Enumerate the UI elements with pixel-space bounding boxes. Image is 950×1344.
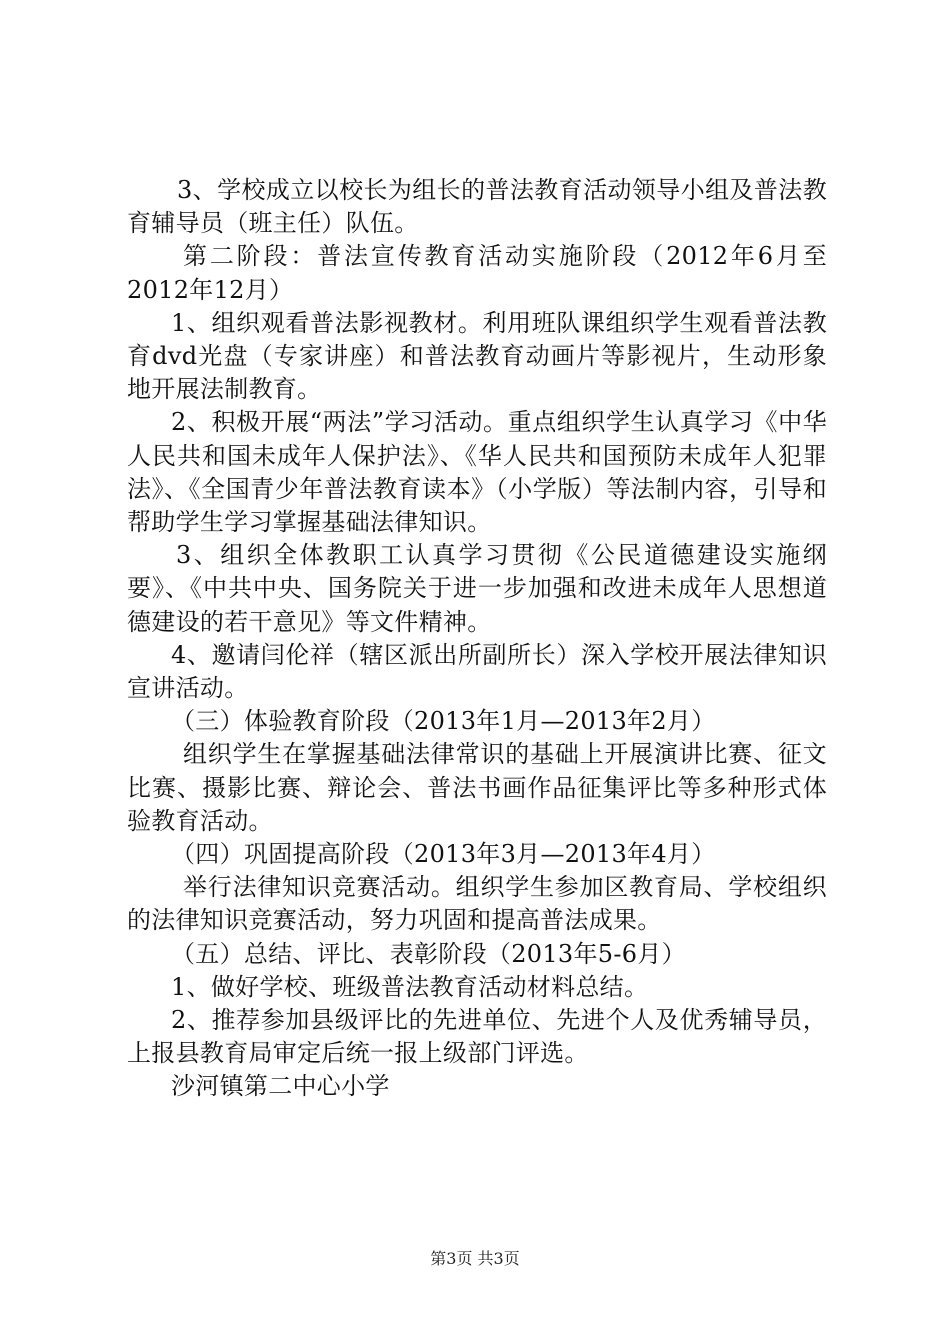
- paragraph-invite-lecture: 4、邀请闫伦祥（辖区派出所副所长）深入学校开展法律知识宣讲活动。: [127, 640, 827, 703]
- paragraph-stage-two-heading: 第二阶段：普法宣传教育活动实施阶段（2012年6月至2012年12月）: [127, 242, 827, 304]
- paragraph-experience-activities: 组织学生在掌握基础法律常识的基础上开展演讲比赛、征文比赛、摄影比赛、辩论会、普法书画作品征集评比等多种形式体验教育活动。: [127, 740, 827, 835]
- page-footer: [0, 1249, 950, 1269]
- document-body: [127, 174, 827, 1104]
- paragraph-recommend-awards: 2、推荐参加县级评比的先进单位、先进个人及优秀辅导员，上报县教育局审定后统一报上级部门评选。: [127, 1006, 827, 1068]
- page-number-label: 第3页 共3页: [430, 1249, 520, 1268]
- signature-school-name: 沙河镇第二中心小学: [171, 1072, 390, 1101]
- paragraph-leadership-group: 3、学校成立以校长为组长的普法教育活动领导小组及普法教育辅导员（班主任）队伍。: [127, 176, 827, 238]
- paragraph-knowledge-contest: 举行法律知识竞赛活动。组织学生参加区教育局、学校组织的法律知识竞赛活动，努力巩固和提高普法成果。: [127, 873, 827, 935]
- paragraph-summary-materials: 1、做好学校、班级普法教育活动材料总结。: [171, 972, 649, 1001]
- paragraph-stage-four-heading: （四）巩固提高阶段（2013年3月—2013年4月）: [171, 840, 716, 869]
- paragraph-stage-three-heading: （三）体验教育阶段（2013年1月—2013年2月）: [171, 707, 716, 736]
- paragraph-stage-five-heading: （五）总结、评比、表彰阶段（2013年5-6月）: [171, 939, 686, 968]
- paragraph-staff-study: 3、组织全体教职工认真学习贯彻《公民道德建设实施纲要》、《中共中央、国务院关于进一步加强和改进未成年人思想道德建设的若干意见》等文件精神。: [127, 541, 827, 636]
- paragraph-watch-materials: 1、组织观看普法影视教材。利用班队课组织学生观看普法教育dvd光盘（专家讲座）和普法教育动画片等影视片，生动形象地开展法制教育。: [127, 308, 827, 404]
- paragraph-two-laws: 2、积极开展“两法”学习活动。重点组织学生认真学习《中华人民共和国未成年人保护法》、《华人民共和国预防未成年人犯罪法》、《全国青少年普法教育读本》（小学版）等法制内容，引导和帮助学生学习掌握基础法律知识。: [127, 408, 827, 537]
